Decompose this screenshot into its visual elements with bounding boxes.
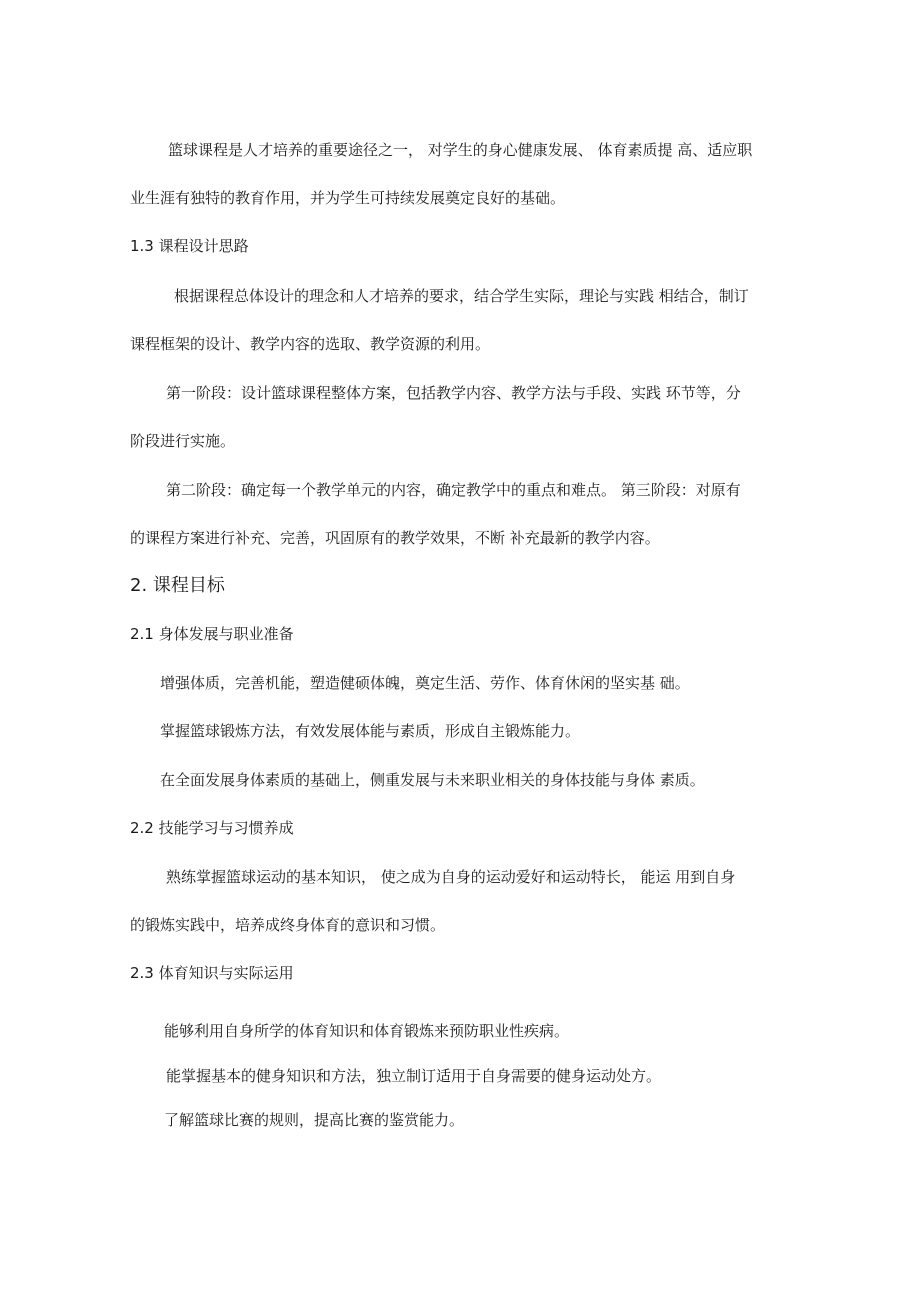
paragraph-knowledge-rules: 了解篮球比赛的规则，提高比赛的鉴赏能力。	[164, 1111, 465, 1129]
paragraph-goal-career: 在全面发展身体素质的基础上，侧重发展与未来职业相关的身体技能与身体 素质。	[160, 771, 705, 789]
paragraph-design-line-1: 根据课程总体设计的理念和人才培养的要求，结合学生实际，理论与实践 相结合，制订	[174, 287, 749, 305]
paragraph-knowledge-fitness: 能掌握基本的健身知识和方法，独立制订适用于自身需要的健身运动处方。	[166, 1067, 662, 1085]
paragraph-stage-one-line-1: 第一阶段：设计篮球课程整体方案，包括教学内容、教学方法与手段、实践 环节等，分	[166, 384, 741, 402]
paragraph-intro-line-1: 篮球课程是人才培养的重要途径之一， 对学生的身心健康发展、 体育素质提 高、适应职	[168, 141, 753, 159]
section-heading-2-2: 2.2 技能学习与习惯养成	[130, 819, 294, 837]
section-heading-2: 2. 课程目标	[130, 575, 225, 596]
section-heading-2-3: 2.3 体育知识与实际运用	[130, 964, 294, 982]
paragraph-goal-physique: 增强体质，完善机能，塑造健硕体魄，奠定生活、劳作、体育休闲的坚实基 础。	[160, 674, 690, 692]
paragraph-knowledge-prevent: 能够利用自身所学的体育知识和体育锻炼来预防职业性疾病。	[164, 1022, 570, 1040]
paragraph-stage-two-line-2: 的课程方案进行补充、完善，巩固原有的教学效果，不断 补充最新的教学内容。	[130, 529, 660, 547]
paragraph-skills-line-2: 的锻炼实践中，培养成终身体育的意识和习惯。	[130, 916, 446, 934]
paragraph-skills-line-1: 熟练掌握篮球运动的基本知识， 使之成为自身的运动爱好和运动特长， 能运 用到自身	[166, 868, 736, 886]
paragraph-stage-one-line-2: 阶段进行实施。	[130, 432, 236, 450]
section-heading-1-3: 1.3 课程设计思路	[130, 237, 249, 255]
paragraph-design-line-2: 课程框架的设计、教学内容的选取、教学资源的利用。	[130, 335, 491, 353]
section-heading-2-1: 2.1 身体发展与职业准备	[130, 625, 294, 643]
paragraph-intro-line-2: 业生涯有独特的教育作用，并为学生可持续发展奠定良好的基础。	[130, 189, 566, 207]
paragraph-stage-two-line-1: 第二阶段：确定每一个教学单元的内容，确定教学中的重点和难点。 第三阶段：对原有	[166, 481, 741, 499]
paragraph-goal-method: 掌握篮球锻炼方法，有效发展体能与素质，形成自主锻炼能力。	[160, 722, 581, 740]
